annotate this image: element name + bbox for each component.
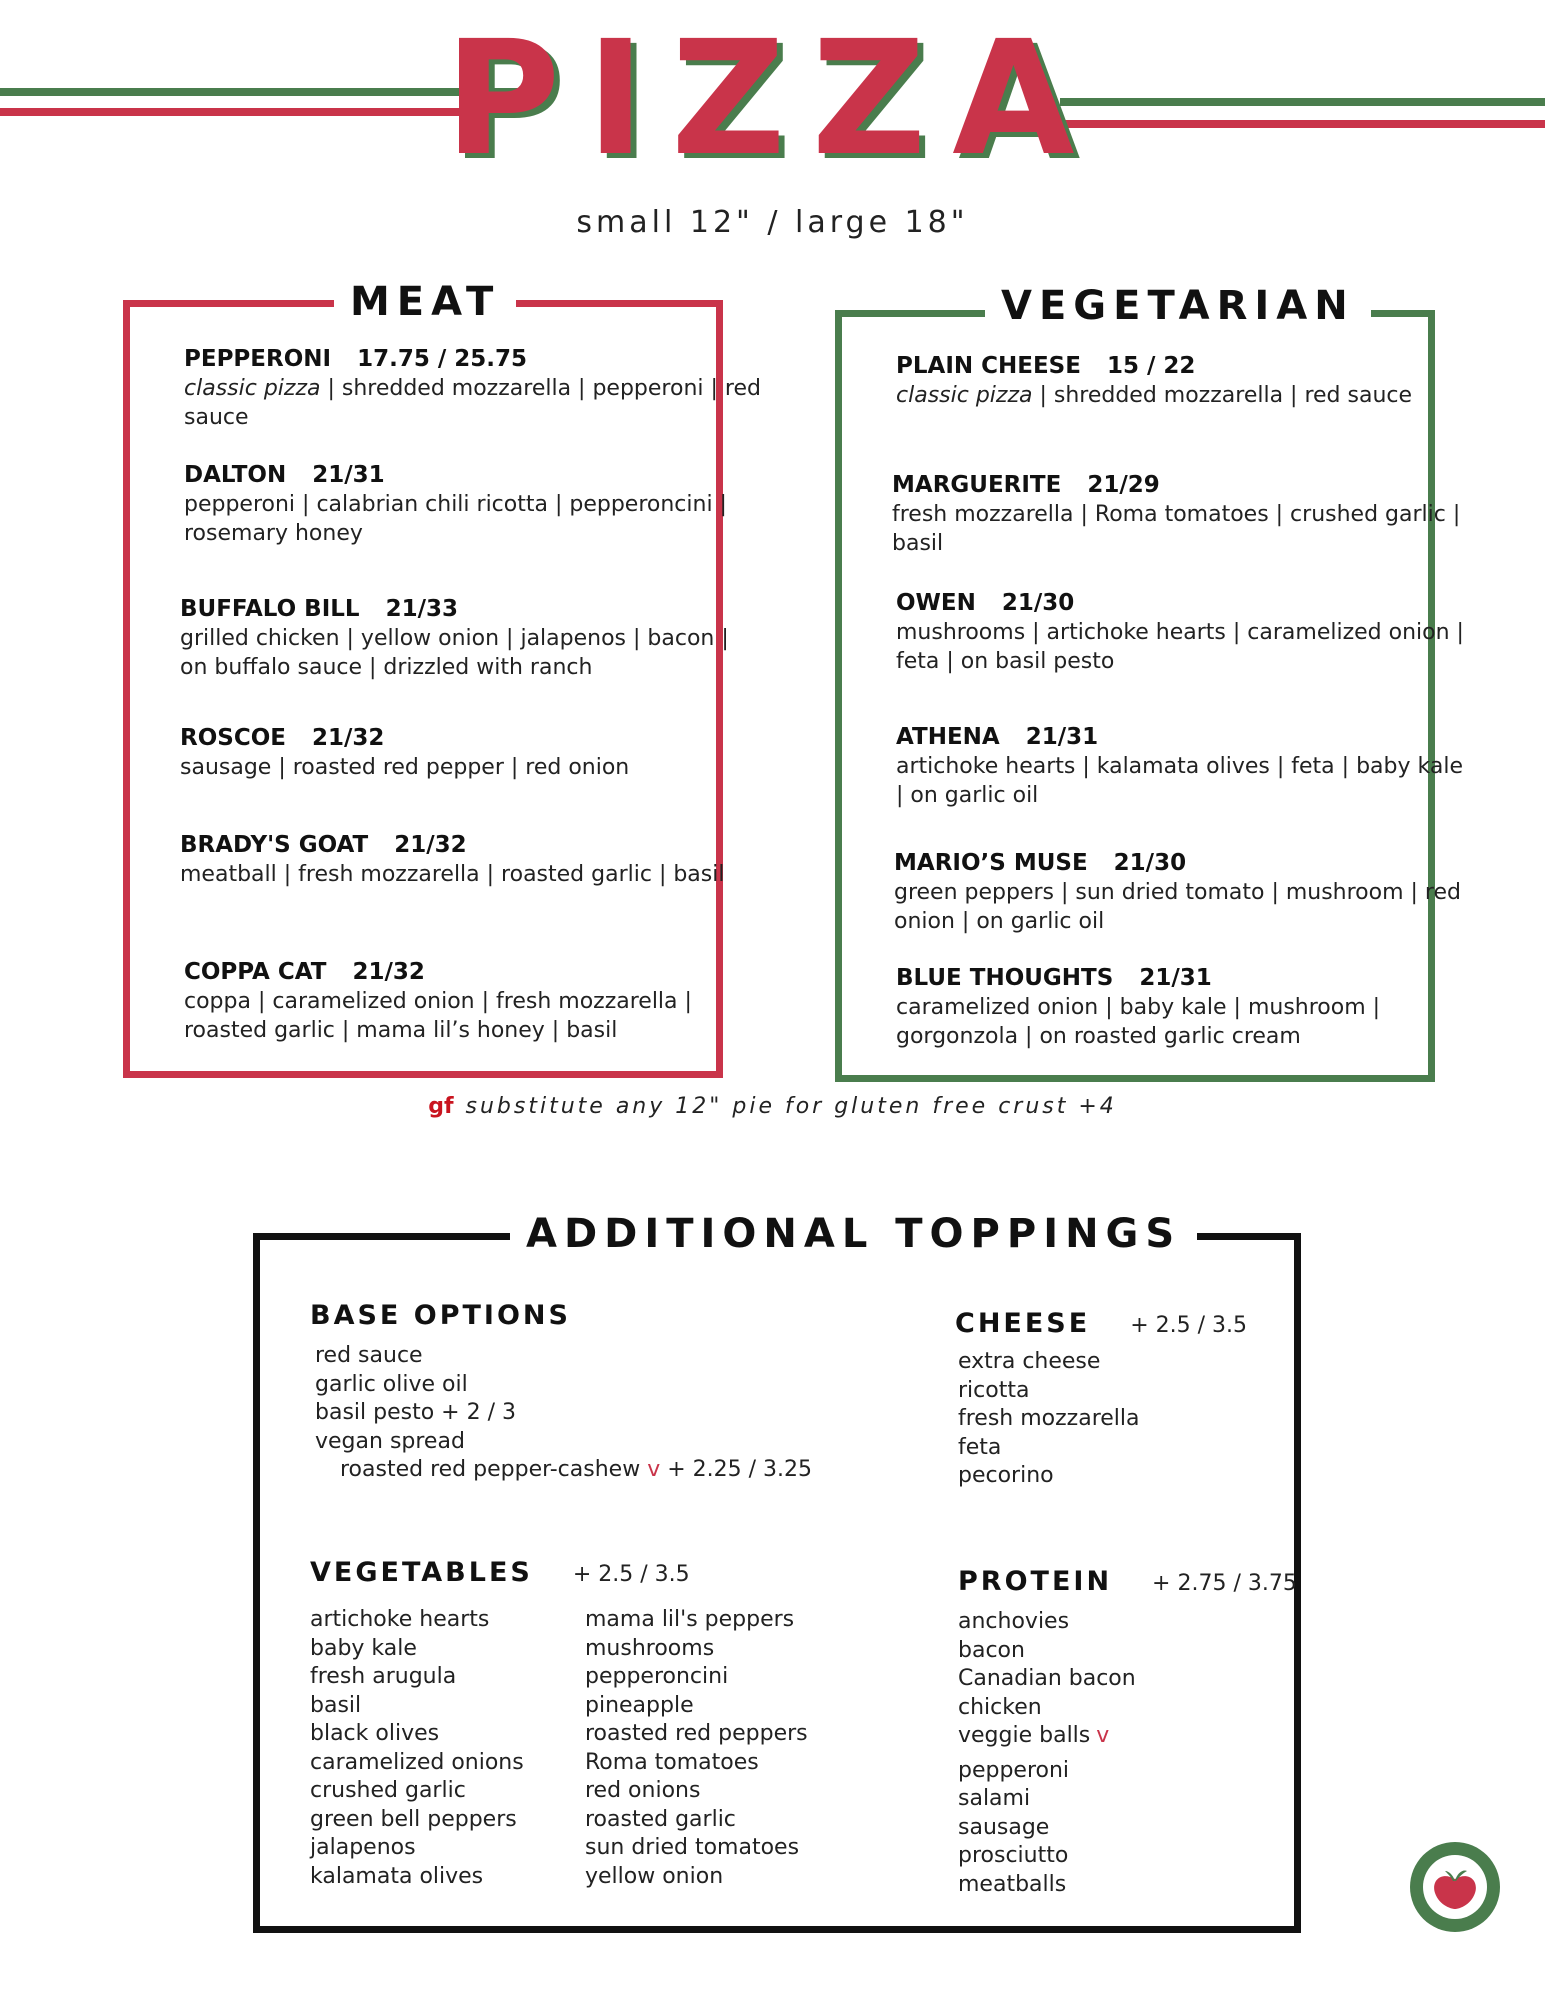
item-price: 21/29 <box>1087 472 1160 498</box>
vegetable-option: mama lil's peppers <box>585 1607 795 1632</box>
vegetable-option: green bell peppers <box>310 1806 517 1832</box>
meat-item <box>180 830 760 889</box>
vegetable-option: pineapple <box>585 1692 694 1718</box>
item-title: ATHENA <box>896 724 1000 750</box>
protein-option: Canadian bacon <box>958 1666 1136 1691</box>
item-title: BRADY'S GOAT <box>180 832 369 858</box>
item-name <box>892 470 1472 500</box>
item-title: BLUE THOUGHTS <box>896 965 1114 991</box>
item-ingredients: pepperoni | calabrian chili ricotta | pepperoncini | rosemary honey <box>184 492 727 546</box>
item-name <box>184 957 764 987</box>
item-price: 21/30 <box>1113 850 1187 876</box>
item-description <box>896 381 1476 410</box>
base-option: vegan spread <box>315 1428 465 1454</box>
item-description <box>896 993 1476 1051</box>
item-name <box>180 830 760 860</box>
protein-option: sausage <box>958 1814 1050 1840</box>
meat-item <box>184 460 764 548</box>
protein-option: chicken <box>958 1694 1042 1720</box>
item-name <box>184 344 764 374</box>
item-price: 21/31 <box>312 462 385 488</box>
vegetarian-item <box>896 963 1476 1051</box>
vegetable-option: fresh arugula <box>310 1664 457 1689</box>
item-description <box>896 618 1476 676</box>
protein-price: + 2.75 / 3.75 <box>1152 1571 1297 1596</box>
item-title: COPPA CAT <box>184 959 327 985</box>
item-price: 21/31 <box>1025 724 1099 750</box>
protein-title: PROTEIN <box>958 1566 1113 1597</box>
item-title: PEPPERONI <box>184 346 332 372</box>
vegetables-list-col1 <box>310 1606 524 1891</box>
meat-item <box>184 957 764 1045</box>
protein-option: salami <box>958 1786 1031 1811</box>
vegetable-option: pepperoncini <box>585 1664 729 1689</box>
item-ingredients: grilled chicken | yellow onion | jalapenos | bacon | on buffalo sauce | drizzled with ranch <box>180 626 729 680</box>
vegetable-option: caramelized onions <box>310 1749 524 1775</box>
vegetables-heading <box>310 1557 690 1588</box>
protein-list <box>958 1608 1136 1899</box>
item-name <box>896 963 1476 993</box>
vegetable-option: roasted red peppers <box>585 1721 808 1746</box>
item-name <box>896 351 1476 381</box>
meat-title: MEAT <box>334 278 516 326</box>
protein-option-vegan-name: veggie balls <box>958 1723 1091 1748</box>
cheese-list <box>958 1348 1140 1491</box>
item-price: 21/32 <box>394 832 467 858</box>
item-ingredients: | shredded mozzarella | pepperoni | red sauce <box>184 376 761 430</box>
item-description-style: classic pizza <box>184 376 321 401</box>
item-name <box>180 594 760 624</box>
meat-item <box>180 723 760 782</box>
item-title: BUFFALO BILL <box>180 596 360 622</box>
item-title: DALTON <box>184 462 287 488</box>
item-description <box>896 752 1476 810</box>
vegetable-option: crushed garlic <box>310 1778 466 1803</box>
item-price: 21/32 <box>311 725 385 751</box>
meat-item <box>180 594 760 682</box>
item-price: 15 / 22 <box>1106 353 1196 379</box>
vegetable-option: basil <box>310 1692 362 1718</box>
item-description <box>180 753 760 782</box>
vegetarian-item <box>896 722 1476 810</box>
vegetables-list-col2 <box>585 1606 808 1891</box>
vegetarian-item <box>892 470 1472 558</box>
gluten-free-text: substitute any 12" pie for gluten free crust +4 <box>465 1094 1117 1119</box>
cheese-title: CHEESE <box>955 1308 1091 1339</box>
base-option-vegan-price: + 2.25 / 3.25 <box>667 1457 813 1482</box>
item-title: OWEN <box>896 590 976 616</box>
size-options: small 12" / large 18" <box>576 205 969 240</box>
vegetables-price: + 2.5 / 3.5 <box>572 1562 690 1587</box>
item-description <box>184 374 764 432</box>
protein-option: bacon <box>958 1637 1025 1663</box>
item-ingredients: mushrooms | artichoke hearts | caramelized onion | feta | on basil pesto <box>896 620 1464 674</box>
item-name <box>180 723 760 753</box>
base-options-list <box>315 1342 812 1485</box>
meat-item <box>184 344 764 432</box>
vegetable-option: sun dried tomatoes <box>585 1835 800 1860</box>
item-description <box>184 987 764 1045</box>
cheese-option: feta <box>958 1434 1002 1460</box>
base-option-vegan-name: roasted red pepper-cashew <box>340 1457 641 1482</box>
vegetable-option: red onions <box>585 1778 701 1803</box>
item-title: MARIO’S MUSE <box>894 850 1088 876</box>
item-title: PLAIN CHEESE <box>896 353 1081 379</box>
protein-option: meatballs <box>958 1871 1067 1897</box>
vegetarian-item <box>896 588 1476 676</box>
item-description <box>892 500 1472 558</box>
item-name <box>896 588 1476 618</box>
vegetable-option: artichoke hearts <box>310 1607 490 1632</box>
item-price: 21/30 <box>1001 590 1075 616</box>
item-description <box>184 490 764 548</box>
item-ingredients: caramelized onion | baby kale | mushroom | gorgonzola | on roasted garlic cream <box>896 995 1381 1049</box>
item-ingredients: sausage | roasted red pepper | red onion <box>180 755 630 780</box>
cheese-option: ricotta <box>958 1377 1030 1403</box>
item-title: ROSCOE <box>180 725 286 751</box>
item-name <box>184 460 764 490</box>
protein-option: anchovies <box>958 1609 1070 1634</box>
item-name <box>896 722 1476 752</box>
tomato-logo <box>1410 1842 1500 1932</box>
toppings-title: ADDITIONAL TOPPINGS <box>510 1210 1197 1258</box>
item-name <box>894 848 1474 878</box>
item-ingredients: fresh mozzarella | Roma tomatoes | crushed garlic | basil <box>892 502 1461 556</box>
vegan-marker: v <box>1096 1723 1110 1748</box>
vegetarian-item <box>894 848 1474 936</box>
vegetarian-item <box>896 351 1476 410</box>
vegetable-option: kalamata olives <box>310 1863 484 1889</box>
item-price: 17.75 / 25.75 <box>357 346 527 372</box>
item-title: MARGUERITE <box>892 472 1062 498</box>
vegetable-option: mushrooms <box>585 1635 715 1661</box>
vegetable-option: black olives <box>310 1721 440 1746</box>
item-description <box>180 624 760 682</box>
page-title: PIZZA <box>444 7 1101 191</box>
cheese-price: + 2.5 / 3.5 <box>1130 1313 1248 1338</box>
tomato-icon <box>1423 1855 1487 1919</box>
item-ingredients: | shredded mozzarella | red sauce <box>1032 383 1413 408</box>
cheese-heading <box>955 1308 1247 1339</box>
vegetable-option: Roma tomatoes <box>585 1749 759 1775</box>
item-price: 21/32 <box>352 959 425 985</box>
protein-heading <box>958 1566 1297 1597</box>
protein-option-vegan <box>958 1722 1136 1751</box>
item-ingredients: meatball | fresh mozzarella | roasted garlic | basil <box>180 862 725 887</box>
item-ingredients: coppa | caramelized onion | fresh mozzarella | roasted garlic | mama lil’s honey | basil <box>184 989 692 1043</box>
protein-option: pepperoni <box>958 1757 1070 1783</box>
vegetarian-title: VEGETARIAN <box>985 282 1371 330</box>
base-options-title: BASE OPTIONS <box>310 1300 571 1331</box>
item-ingredients: green peppers | sun dried tomato | mushroom | red onion | on garlic oil <box>894 880 1461 934</box>
base-option: garlic olive oil <box>315 1371 468 1397</box>
cheese-option: fresh mozzarella <box>958 1406 1140 1431</box>
vegetable-option: jalapenos <box>310 1835 416 1860</box>
item-description <box>180 860 760 889</box>
item-description-style: classic pizza <box>896 383 1033 408</box>
protein-option: prosciutto <box>958 1843 1069 1868</box>
base-options-heading <box>310 1300 571 1331</box>
item-price: 21/31 <box>1139 965 1212 991</box>
cheese-option: pecorino <box>958 1463 1054 1488</box>
base-option-vegan <box>315 1456 812 1485</box>
vegan-marker: v <box>647 1457 661 1482</box>
gluten-free-note <box>0 1094 1545 1119</box>
vegetable-option: roasted garlic <box>585 1806 736 1832</box>
item-description <box>894 878 1474 936</box>
gluten-free-badge: gf <box>428 1094 454 1119</box>
item-ingredients: artichoke hearts | kalamata olives | feta | baby kale | on garlic oil <box>896 754 1463 808</box>
base-option: basil pesto + 2 / 3 <box>315 1400 516 1425</box>
vegetable-option: yellow onion <box>585 1863 724 1889</box>
base-option: red sauce <box>315 1343 423 1368</box>
vegetables-title: VEGETABLES <box>310 1557 533 1588</box>
cheese-option: extra cheese <box>958 1349 1101 1374</box>
item-price: 21/33 <box>385 596 459 622</box>
vegetable-option: baby kale <box>310 1635 417 1661</box>
